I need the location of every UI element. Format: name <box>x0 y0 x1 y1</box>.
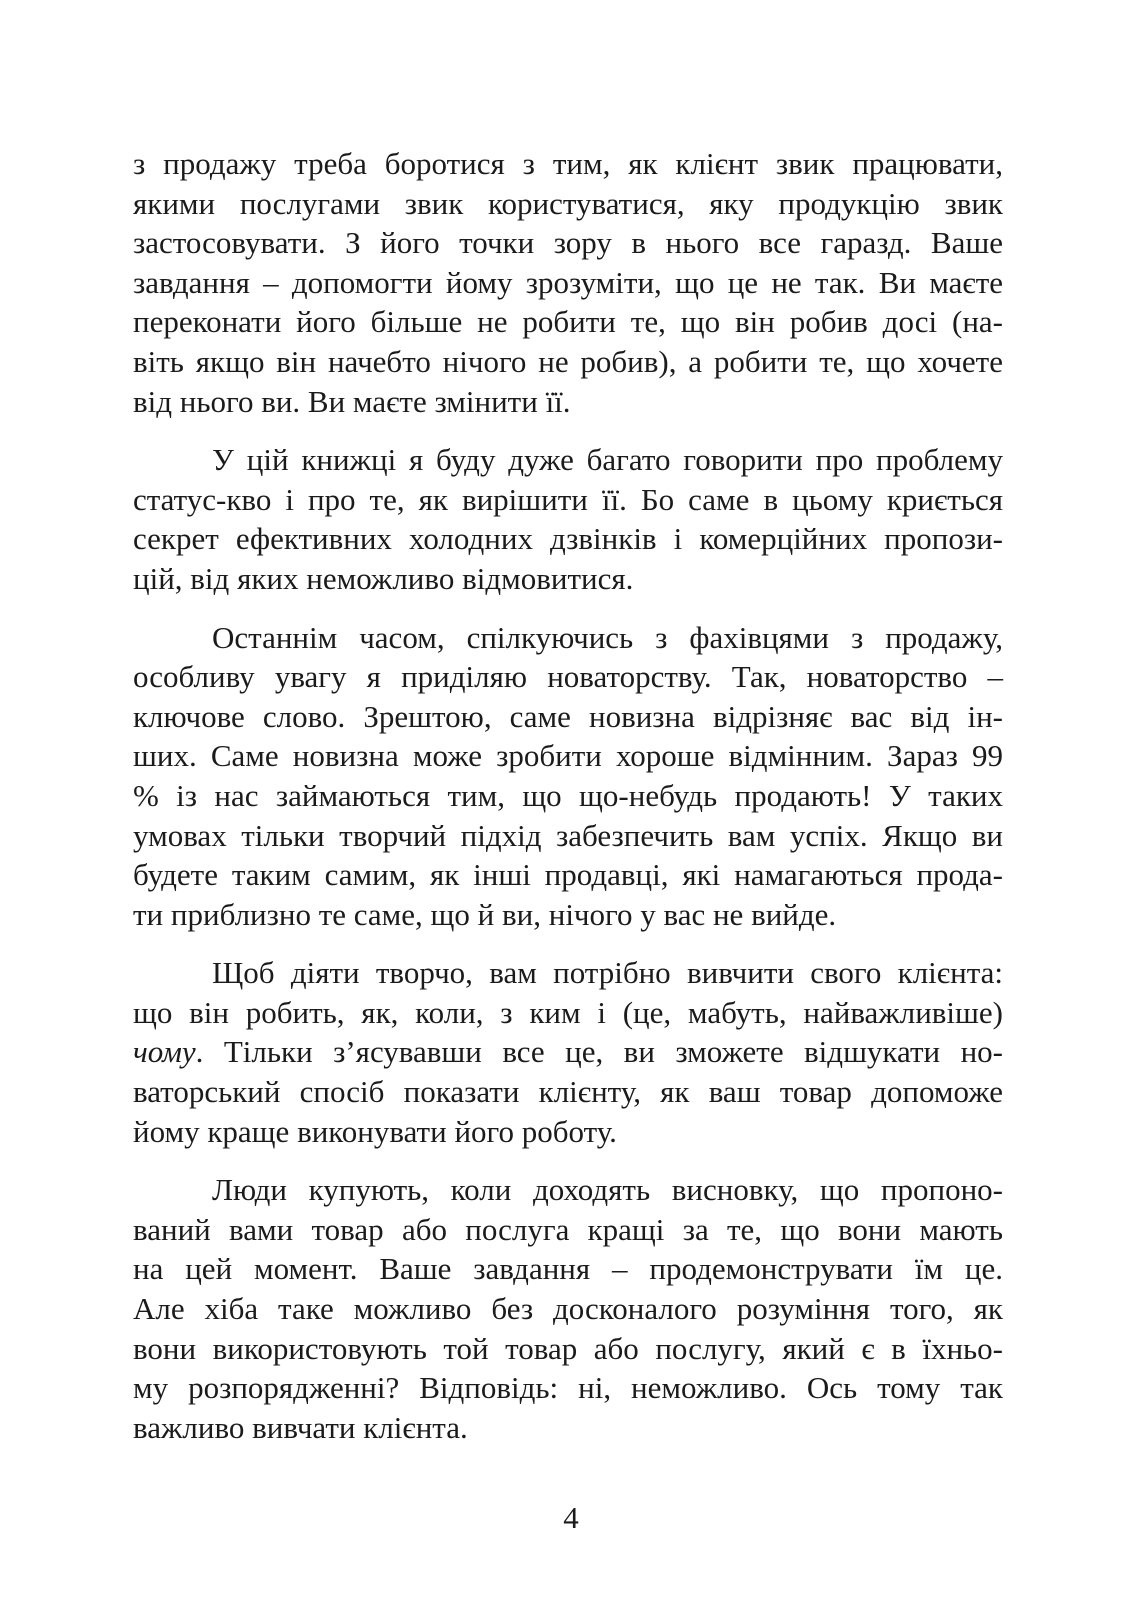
text-line: му розпорядженні? Відповідь: ні, неможливо. Ось тому так <box>133 1370 1003 1406</box>
text-line: ваний вами товар або послуга кращі за те, що вони мають <box>133 1211 1003 1247</box>
paragraph-5 <box>133 1170 1003 1447</box>
paragraph-3 <box>133 618 1003 935</box>
body-text <box>133 144 1003 1466</box>
text-line: умовах тільки творчий підхід забезпечить вам успіх. Якщо ви <box>133 817 1003 853</box>
page-number: 4 <box>563 1500 579 1535</box>
text-line: що він робить, як, коли, з ким і (це, мабуть, найважливіше) <box>133 994 1003 1030</box>
text-line: Але хіба таке можливо без досконалого розуміння того, як <box>133 1291 1003 1327</box>
text-line: ваторський спосіб показати клієнту, як ваш товар допоможе <box>133 1074 1003 1110</box>
paragraph-1 <box>133 144 1003 421</box>
text-line: статус-кво і про те, як вирішити її. Бо саме в цьому криється <box>133 481 1003 517</box>
text-line: У цій книжці я буду дуже багато говорити про проблему <box>212 442 1003 478</box>
text-line: ключове слово. Зрештою, саме новизна відрізняє вас від ін- <box>133 698 1003 734</box>
text-line: вони використовують той товар або послугу, який є в їхньо- <box>133 1330 1003 1366</box>
text-line: переконати його більше не робити те, що він робив досі (на- <box>133 304 1003 340</box>
text-line: особливу увагу я приділяю новаторству. Так, новаторство – <box>133 659 1003 695</box>
paragraph-2 <box>133 440 1003 598</box>
text-line: секрет ефективних холодних дзвінків і комерційних пропози- <box>133 521 1003 557</box>
text-line: Люди купують, коли доходять висновку, що пропоно- <box>212 1172 1003 1208</box>
text-line-with-italic <box>133 1032 1003 1072</box>
text-line: % із нас займаються тим, що що-небудь продають! У таких <box>133 777 1003 813</box>
text-line: ших. Саме новизна може зробити хороше відмінним. Зараз 99 <box>133 738 1003 774</box>
text-line: цій, від яких неможливо відмовитися. <box>133 560 634 596</box>
text-line: будете таким самим, як інші продавці, які намагаються прода- <box>133 857 1003 893</box>
italic-word: чому <box>133 1034 196 1070</box>
text-line: важливо вивчати клієнта. <box>133 1409 468 1445</box>
text-line: на цей момент. Ваше завдання – продемонструвати їм це. <box>133 1251 1003 1287</box>
paragraph-4 <box>133 953 1003 1151</box>
text-line: віть якщо він начебто нічого не робив), а робити те, що хочете <box>133 343 1003 379</box>
text-line: застосовувати. З його точки зору в нього все гаразд. Ваше <box>133 225 1003 261</box>
text-line: ти приблизно те саме, що й ви, нічого у вас не вийде. <box>133 896 837 932</box>
text-line: з продажу треба боротися з тим, як клієнт звик працювати, <box>133 146 1003 181</box>
text-line: Щоб діяти творчо, вам потрібно вивчити свого клієнта: <box>212 955 1003 991</box>
text-fragment: . Тільки з’ясувавши все це, ви зможете відшукати но- <box>195 1034 1003 1070</box>
text-line: Останнім часом, спілкуючись з фахівцями з продажу, <box>212 619 1003 655</box>
text-line: завдання – допомогти йому зрозуміти, що це не так. Ви маєте <box>133 264 1003 300</box>
text-line: йому краще виконувати його роботу. <box>133 1113 617 1149</box>
text-line: якими послугами звик користуватися, яку продукцію звик <box>133 185 1003 221</box>
text-line: від нього ви. Ви маєте змінити її. <box>133 383 571 419</box>
